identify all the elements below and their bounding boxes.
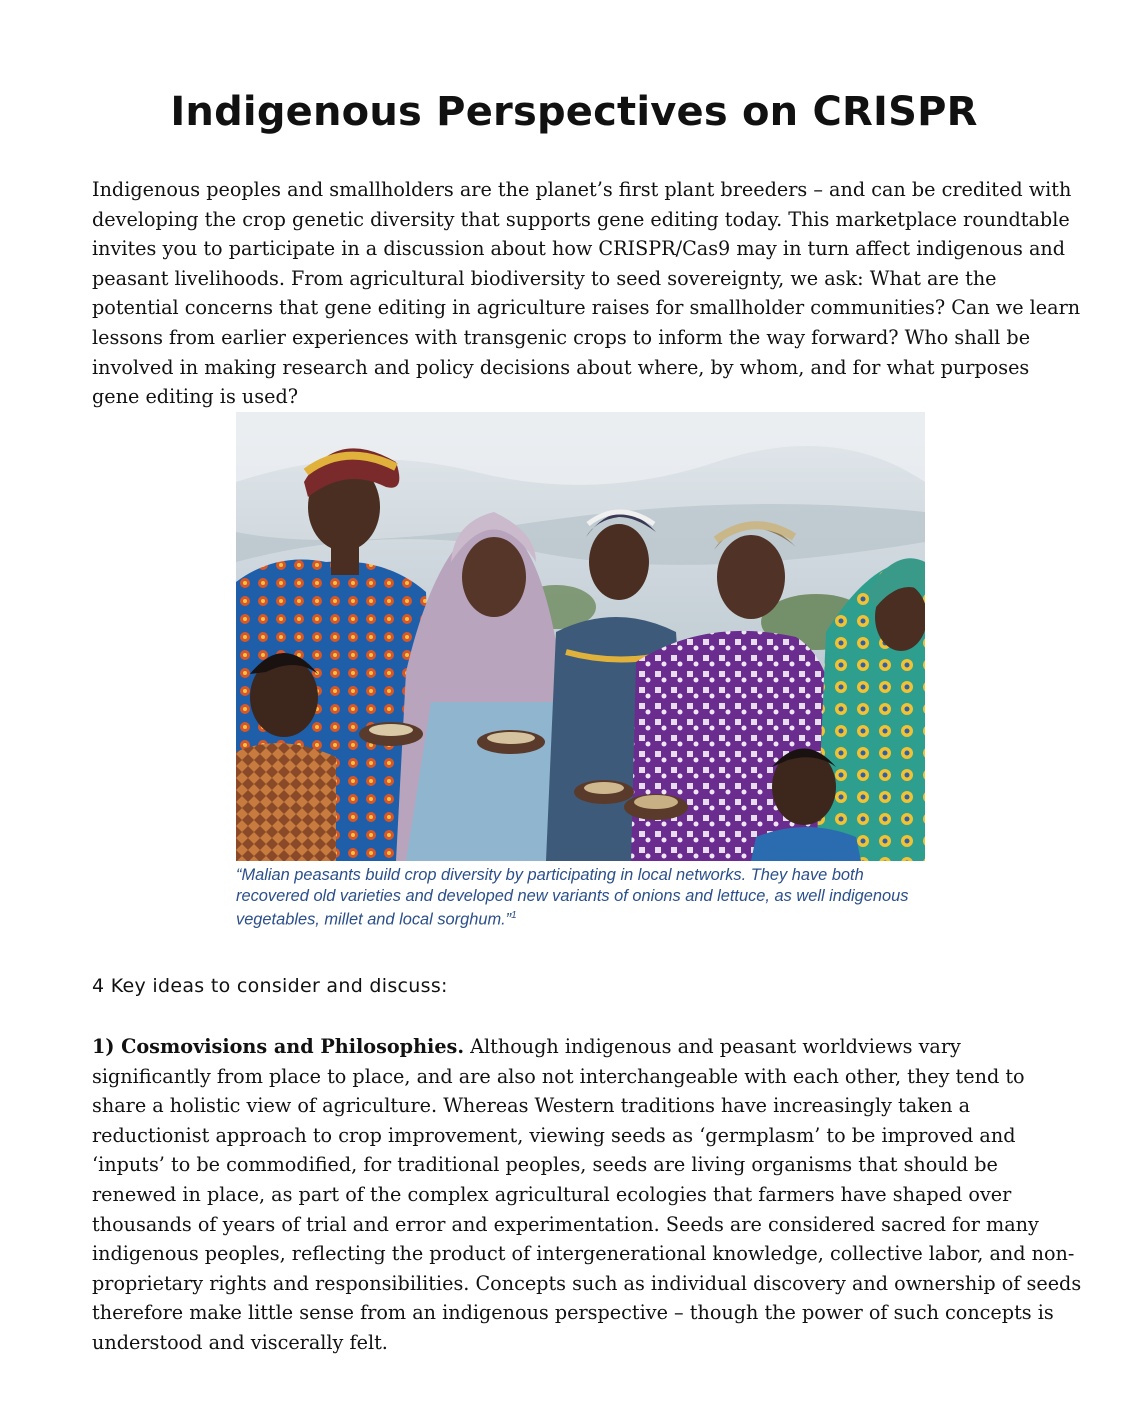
idea-paragraph-1	[92, 1032, 1082, 1358]
idea-1-text: Although indigenous and peasant worldviews vary significantly from place to place, and are also not interchangeable with each other, they tend to share a holistic view of agriculture. Whereas Western traditions have increasingly taken a reductionist approach to crop improvement, viewing seeds as ‘germplasm’ to be improved and ‘inputs’ to be commodified, for traditional peoples, seeds are living organisms that should be renewed in place, as part of the complex agricultural ecologies that farmers have shaped over thousands of years of trial and error and experimentation. Seeds are considered sacred for many indigenous peoples, reflecting the product of intergenerational knowledge, collective labor, and non-proprietary rights and responsibilities. Concepts such as individual discovery and ownership of seeds therefore make little sense from an indigenous perspective – though the power of such concepts is understood and viscerally felt.	[92, 1035, 1082, 1354]
key-ideas-heading: 4 Key ideas to consider and discuss:	[92, 975, 448, 997]
photo-caption	[236, 865, 936, 930]
footnote-marker: 1	[511, 910, 517, 921]
page-title: Indigenous Perspectives on CRISPR	[170, 89, 978, 135]
photo-caption-text: “Malian peasants build crop diversity by participating in local networks. They have both recovered old varieties and developed new variants of onions and lettuce, as well indigenous vegetables, millet and local sorghum.”	[236, 866, 909, 929]
idea-1-lead: 1) Cosmovisions and Philosophies.	[92, 1035, 465, 1058]
photo-illustration	[236, 412, 925, 861]
intro-paragraph: Indigenous peoples and smallholders are the planet’s first plant breeders – and can be credited with developing the crop genetic diversity that supports gene editing today. This marketplace roundtable invites you to participate in a discussion about how CRISPR/Cas9 may in turn affect indigenous and peasant livelihoods. From agricultural biodiversity to seed sovereignty, we ask: What are the potential concerns that gene editing in agriculture raises for smallholder communities? Can we learn lessons from earlier experiences with transgenic crops to inform the way forward? Who shall be involved in making research and policy decisions about where, by whom, and for what purposes gene editing is used?	[92, 178, 1081, 409]
photo-malian-women-holding-seeds	[236, 412, 925, 861]
